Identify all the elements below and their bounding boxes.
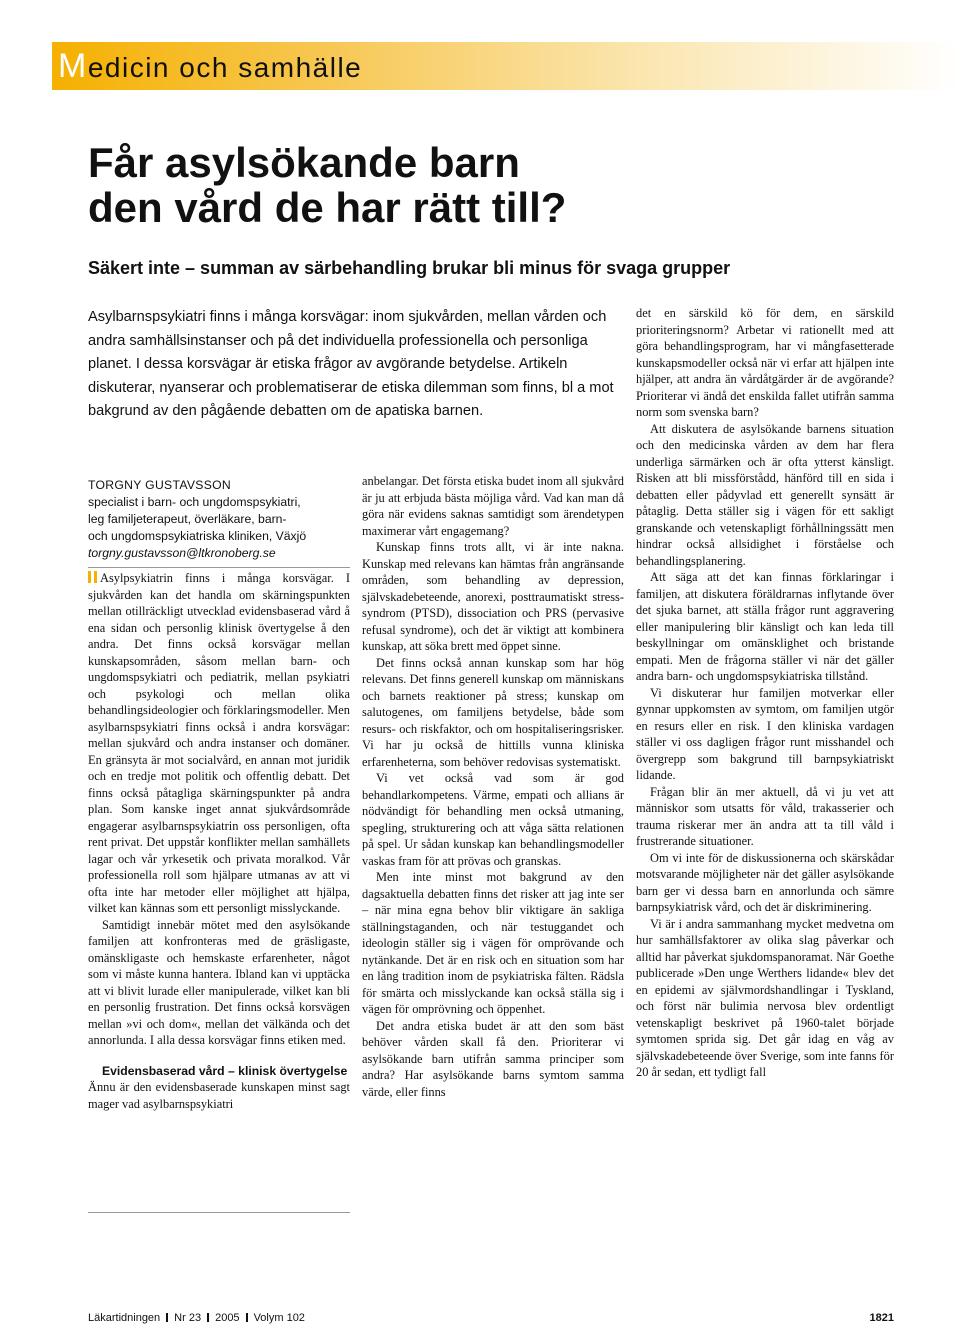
paragraph: Vi diskuterar hur familjen motverkar eller gynnar uppkomsten av symtom, om familjen utgör en resurs eller en risk. I den kliniska vardagen ställer vi oss dagligen frågor runt misshandel och övergrepp som bakgrund till barnpsykiatriskt lidande. xyxy=(636,685,894,782)
paragraph: Vi är i andra sammanhang mycket medvetna om hur samhällsfaktorer av olika slag påverkar och alltid har påverkat sjukdomspanoramat. När Goethe publicerade »Den unge Werthers lidande« blev det en epidemi av självmordshandlingar i Tyskland, och först när bulimia nervosa blev ordentligt vetenskapligt beskrivet på 1960-talet började symtomen sprida sig. Det går idag en våg av självskadebeteende över Sverige, som inte fanns för 20 år sedan, ett tydligt fall xyxy=(636,916,894,1079)
paragraph: det en särskild kö för dem, en särskild prioriteringsnorm? Arbetar vi rationellt med att göra behandlingsprogram, har vi mångfasetterade kunskapsmodeller också när vi erfar att hjälpen inte hjälper, att andra än vårdåtgärder är de avgörande? Prioriterar vi ändå det enskilda fallet utifrån samma norm som svenska barn? xyxy=(636,306,894,419)
footer-year: 2005 xyxy=(215,1312,240,1324)
initial-marker-icon xyxy=(88,571,97,583)
paragraph: Om vi inte för de diskussionerna och skärskådar motsvarande möjligheter när det gäller asylsökande barn ger vi dessa barn en annorlunda och sämre barnpsykiatrisk vård, och det är diskriminering. xyxy=(636,850,894,914)
author-divider xyxy=(88,567,350,568)
footer-separator xyxy=(166,1313,168,1322)
paragraph: Kunskap finns trots allt, vi är inte nakna. Kunskap med relevans kan hämtas från angränsande områden, som behandling av depression, självskadebeteende, anorexi, posttraumatiskt stress-syndrom (PTSD), dissociation och PRS (pervasive refusal syndrome), och det är viktigt att kombinera kunskap, att söka brett med öppet sinne. xyxy=(362,540,624,653)
footer-volume: Volym 102 xyxy=(253,1312,305,1324)
footer-issue: Nr 23 xyxy=(174,1312,202,1324)
paragraph: Det andra etiska budet är att den som bäst behöver vården skall få den. Prioriterar vi asylsökande barn utifrån samma principer som andra? Har asylsökande barns symtom samma värde, eller finns xyxy=(362,1018,624,1099)
subheadline: Säkert inte – summan av särbehandling brukar bli minus för svaga grupper xyxy=(88,258,731,278)
author-title-3: och ungdomspsykiatriska kliniken, Växjö xyxy=(88,529,307,543)
page-number: 1821 xyxy=(869,1312,894,1324)
headline-line-2: den vård de har rätt till? xyxy=(88,184,567,231)
headline-line-1: Får asylsökande barn xyxy=(88,139,520,186)
footer-journal: Läkartidningen xyxy=(88,1312,161,1324)
paragraph-text: Asylpsykiatrin finns i många korsvägar. I sjukvården kan det handla om skärningspunkten mellan otillräckligt utvecklad evidensbaserad vård å ena sidan och personlig klinisk övertygelse å den andra. Det finns också korsvägar mellan kunskapsområden, såsom mellan barn- och ungdomspsykiatri och pediatrik, mellan psykiatri och psykologi och mellan olika behandlingsideologier och förklaringsmodeller. Men asylbarnspsykiatri finns också i andra korsvägar: mellan sjukvård och andra instanser och domäner. En gränsyta är mot socialvård, en annan mot juridik och en tredje mot politik och offentlig debatt. Det finns också påtagliga skärningspunkter på andra plan. Som kanske inget annat sjukvårdsområde engagerar asylbarnspsykiatrin oss personligen, ofta rent privat. Det uppstår konflikter mellan samhällets lagar och vår yrkesetik och privata moralkod. Vår professionella roll som hjälpare utmanas av att vi ofta inte har metoder eller möjlighet att hjälpa, vilket kan kännas som ett personligt misslyckande. xyxy=(88,571,350,915)
subheading-divider xyxy=(88,1212,350,1213)
paragraph: Samtidigt innebär mötet med den asylsökande familjen att konfronteras med de gräsligaste, omänskligaste och hemskaste erfarenheter, något som vi måste kunna hantera. Ibland kan vi upptäcka att vi blivit lurade eller manipulerade, vilket kan bli en personlig frustration. Det finns också korsvägen mellan »vi och dom«, mellan det välkända och det annorlunda. I alla dessa korsvägar finns etiken med. xyxy=(88,917,350,1047)
column-1 xyxy=(88,570,350,1112)
column-subheading: Evidensbaserad vård – klinisk övertygelse xyxy=(102,1063,348,1078)
intro-lead: Asylbarnspsykiatri finns i många korsvägar: inom sjukvården, mellan vården och andra samhällsinstanser och på det individuella professionella och personliga planet. I dessa korsvägar är etiska frågor av avgörande betydelse. Artikeln diskuterar, nyanserar och problematiserar de etiska dilemman som finns, bl a mot bakgrund av den pågående debatten om de apatiska barnen. xyxy=(88,309,614,419)
paragraph xyxy=(88,570,350,917)
paragraph: Att diskutera de asylsökande barnens situation och den medicinska vården av dem har flera underliga särmärken och är ofta ytterst känsligt. Risken att bli missförstådd, hänförd till en sida i debatten eller pådyvlad ett generellt synsätt är påtaglig. Detta ställer sig i vägen för ett sakligt granskande och vetenskapligt förhållningssätt men hindrar också allsidighet i förståelse och behandlingsplanering. xyxy=(636,421,894,568)
footer-separator xyxy=(246,1313,248,1322)
paragraph: Att säga att det kan finnas förklaringar i familjen, att diskutera föräldrarnas inflytande över det sjuka barnet, att ställa frågor runt aggravering eller manipulering blir känsligt och kan leda till beskyllningar om omänsklighet och bristande empati. Men de frågorna ställer vi när det gäller andra barn- och ungdomspsykiatriska tillstånd. xyxy=(636,570,894,683)
paragraph: Ännu är den evidensbaserade kunskapen minst sagt mager vad asylbarnspsykiatri xyxy=(88,1080,350,1111)
footer-separator xyxy=(207,1313,209,1322)
paragraph: Det finns också annan kunskap som har hög relevans. Det finns generell kunskap om människans och barnets reaktioner på stress; kunskap om salutogenes, om familjens betydelse, både som resurs- och riskfaktor, och om hospitaliseringsrisker. Vi har ju också de hittills vunna kliniska erfarenheterna, som behöver redovisas systematiskt. xyxy=(362,655,624,769)
headline xyxy=(88,140,928,230)
paragraph: anbelangar. Det första etiska budet inom all sjukvård är ju att erbjuda bästa möjliga vård. Vad kan man då göra när evidens saknas samtidigt som ärendetypen maximerar vårt engagemang? xyxy=(362,474,624,538)
section-title xyxy=(58,47,362,86)
column-2 xyxy=(362,473,624,1100)
author-title-1: specialist i barn- och ungdomspsykiatri, xyxy=(88,495,301,509)
paragraph: Men inte minst mot bakgrund av den dagsaktuella debatten finns det risker att jag inte ser – när mina egna behov blir viktigare än sakliga ställningstaganden, och när testuggandet och ideologin ställer sig i vägen för omprövande och nytänkande. Det är en risk och en situation som har en lång tradition inom de psykiatriska fälten. Rädsla för smärta och misslyckande kan också ställa sig i vägen för omprövning och öppenhet. xyxy=(362,870,624,1016)
section-rest: edicin och samhälle xyxy=(87,52,363,83)
column-3 xyxy=(636,305,894,1081)
section-initial: M xyxy=(58,47,88,85)
author-title-2: leg familjeterapeut, överläkare, barn- xyxy=(88,512,287,526)
paragraph: Vi vet också vad som är god behandlarkompetens. Värme, empati och allians är nödvändigt för behandling men också utmaning, spegling, strukturering och att våga sätta relationen på spel. Ur sådan kunskap kan behandlingsmodeller vaskas fram för att prövas och granskas. xyxy=(362,771,624,868)
page-footer xyxy=(88,1312,305,1324)
author-block xyxy=(88,477,350,562)
author-name: TORGNY GUSTAVSSON xyxy=(88,478,232,492)
paragraph: Frågan blir än mer aktuell, då vi ju vet att människor som utsatts för våld, trakasserier och trauma riskerar mer än andra att ta till våld i frustrerande situationer. xyxy=(636,784,894,848)
author-email: torgny.gustavsson@ltkronoberg.se xyxy=(88,546,276,560)
